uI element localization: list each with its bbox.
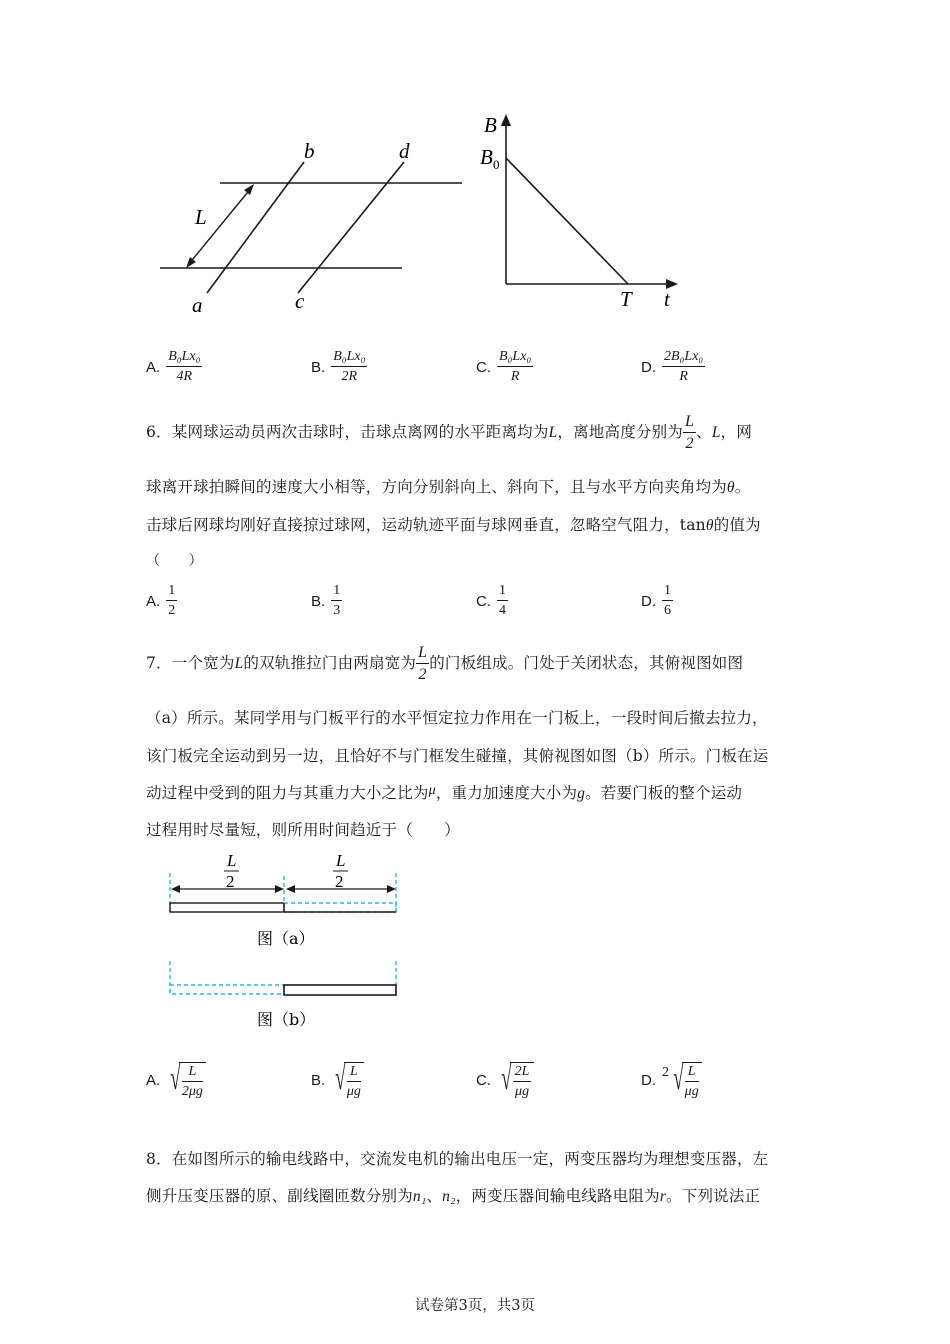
b-t-line [506,158,628,284]
track-right-a [284,903,396,912]
door-figures [160,848,410,1038]
var-n1: n₁ [412,1188,427,1205]
fraction-denominator: 2 [685,435,694,452]
fraction-denominator: 2 [418,666,427,683]
fraction-numerator: 2L [513,1065,532,1082]
q7-option-b[interactable] [311,1062,364,1099]
sqrt-expression [497,1062,534,1099]
q7-option-d[interactable] [641,1062,702,1099]
q6-text: 击球后网球均刚好直接掠过球网，运动轨迹平面与球网垂直，忽略空气阻力，tan [146,516,706,534]
q7-line-4 [146,781,742,803]
fraction-denominator: 4 [499,603,506,618]
fraction-denominator: R [510,369,520,384]
fraction-denominator: 4R [176,369,193,384]
q8-line-2 [146,1184,760,1206]
fraction-denominator: 2R [341,369,358,384]
q6-text: 球离开球拍瞬间的速度大小相等，方向分别斜向上、斜向下，且与水平方向夹角均为 [146,478,727,496]
var-L: L [548,424,558,441]
y-axis-label: B [484,113,497,137]
door-panel-left-a [170,903,284,912]
q7-text: 的双轨推拉门由两扇宽为 [243,654,417,672]
fraction-numerator: L [416,645,429,664]
label-b: b [304,139,315,163]
q7-option-a[interactable] [146,1062,206,1099]
t-end-label: T [620,287,632,311]
var-theta: θ [705,517,714,534]
option-label: A. [146,358,161,376]
label-c: c [295,289,305,313]
fraction-numerator: 1 [331,584,342,601]
fig-b-caption: 图（b） [257,1010,316,1029]
x-axis-label: t [664,287,670,311]
q8-text: 、 [426,1187,443,1205]
q7-line-1 [146,645,743,683]
dim-right-num: L [336,851,346,870]
q6-text: 6．某网球运动员两次击球时，击球点离网的水平距离均为 [146,423,549,441]
label-a: a [192,293,203,317]
dim-right-den: 2 [335,872,344,891]
sqrt-expression [331,1062,364,1099]
option-label: C. [476,1072,491,1089]
q7-text: ，重力加速度大小为 [435,784,578,802]
arrowhead-icon [244,184,254,195]
q6-line-2 [146,475,750,497]
fraction-denominator: 3 [333,603,341,618]
q6-option-c[interactable] [476,584,508,618]
fraction-denominator: 2 [168,603,176,618]
q5-option-a[interactable] [146,350,202,384]
label-d: d [399,139,410,163]
radical-icon: √ [501,1060,512,1097]
fraction-denominator: μg [346,1084,361,1099]
rod-ab [207,162,304,293]
label-L: L [195,205,207,229]
fraction-numerator: 2B₀Lx₀ [662,350,705,367]
q6-option-d[interactable] [641,584,673,618]
var-L: L [234,655,244,672]
option-label: A. [146,592,161,610]
coefficient: 2 [662,1064,669,1080]
fraction-numerator: L [347,1065,361,1082]
q5-option-c[interactable] [476,350,533,384]
fig-a-caption: 图（a） [257,929,315,948]
q7-text: 的门板组成。门处于关闭状态，其俯视图如图 [429,654,744,672]
var-r: r [659,1188,667,1205]
option-label: D. [641,592,656,610]
y-axis-arrow-icon [501,114,511,126]
option-label: B. [311,1072,326,1089]
arrowhead-icon [171,885,180,893]
fraction-denominator: R [679,369,688,384]
fraction-numerator: 1 [166,584,177,601]
fraction-numerator: 1 [662,584,673,601]
top-figures [140,100,720,330]
q8-line-1: 8．在如图所示的输电线路中，交流发电机的输出电压一定，两变压器均为理想变压器，左 [146,1150,769,1168]
arrowhead-icon [186,257,196,268]
page-footer: 试卷第3页，共3页 [415,1298,535,1314]
sqrt-expression [166,1062,206,1099]
option-label: C. [476,592,491,610]
q6-text: 。 [734,478,751,496]
fraction-numerator: B₀Lx₀ [497,350,533,367]
radical-icon: √ [673,1060,684,1097]
dim-left-den: 2 [226,872,235,891]
q7-text: 。若要门板的整个运动 [585,784,743,802]
var-mu: μ [428,783,436,798]
var-theta: θ [726,479,735,496]
fraction-numerator: L [182,1065,203,1082]
q5-option-b[interactable] [311,350,367,384]
arrowhead-icon [387,885,396,893]
q6-text: 、 [696,423,712,441]
fraction-denominator: μg [684,1084,699,1099]
option-label: D. [641,358,656,376]
q6-option-a[interactable] [146,584,177,618]
sqrt-expression [669,1062,702,1099]
track-left-b [170,985,284,994]
fraction-numerator: L [685,1065,699,1082]
fraction-numerator: L [683,414,696,433]
rod-cd [298,162,404,293]
q7-text: 动过程中受到的阻力与其重力大小之比为 [146,784,429,802]
radical-icon: √ [335,1060,346,1097]
arrowhead-icon [275,885,284,893]
q5-option-d[interactable] [641,350,705,384]
option-label: A. [146,1072,161,1089]
q8-text: 。下列说法正 [666,1187,761,1205]
q7-line-2: （a）所示。某同学用与门板平行的水平恒定拉力作用在一门板上，一段时间后撤去拉力， [146,709,768,727]
var-L: L [711,424,721,441]
q7-line-5: 过程用时尽量短，则所用时间趋近于（ ） [146,821,461,839]
q6-line-1 [146,414,752,452]
option-label: B. [311,592,326,610]
q7-line-3: 该门板完全运动到另一边，且恰好不与门框发生碰撞，其俯视图如图（b）所示。门板在运 [146,747,769,765]
fraction-numerator: B₀Lx₀ [331,350,367,367]
dim-left-num: L [227,851,237,870]
option-label: B. [311,358,326,376]
b0-label: B [480,145,493,169]
fraction-denominator: 2μg [181,1084,203,1099]
q6-option-b[interactable] [311,584,342,618]
option-label: D. [641,1072,656,1089]
q8-text: ，两变压器间输电线路电阻为 [455,1187,660,1205]
q6-line-4: （ ） [146,553,203,569]
fraction-numerator: 1 [497,584,508,601]
q6-text: ，离地高度分别为 [557,423,684,441]
fraction-numerator: B₀Lx₀ [166,350,202,367]
q6-text: 的值为 [713,516,761,534]
q6-line-3 [146,513,761,535]
q7-option-c[interactable] [476,1062,534,1099]
var-n2: n₂ [442,1188,456,1205]
q6-text: ，网 [720,423,753,441]
option-label: C. [476,358,491,376]
fraction-denominator: μg [515,1084,530,1099]
arrowhead-icon [286,885,295,893]
b0-subscript: 0 [493,157,500,172]
radical-icon: √ [170,1060,181,1097]
door-panel-b [284,985,396,995]
q7-text: 7．一个宽为 [146,654,235,672]
q8-text: 侧升压变压器的原、副线圈匝数分别为 [146,1187,413,1205]
fraction-denominator: 6 [664,603,671,618]
var-g: g [577,785,586,802]
